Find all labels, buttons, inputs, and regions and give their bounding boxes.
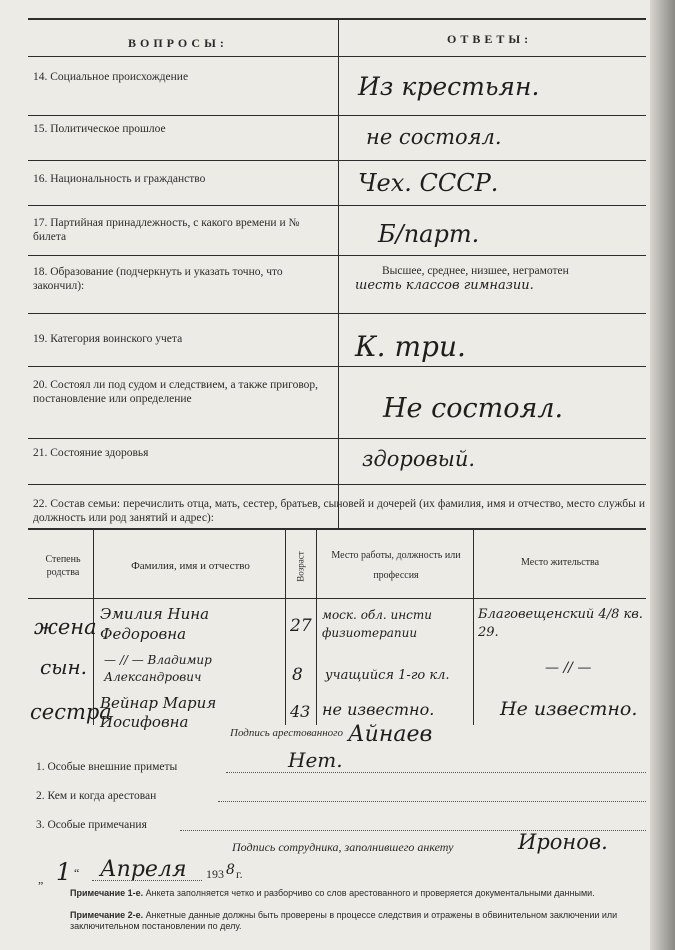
note-2 <box>70 910 650 932</box>
member-1-relation: жена <box>34 615 97 639</box>
member-2-work: учащийся 1-го кл. <box>325 668 450 683</box>
question-20: 20. Состоял ли под судом и следствием, а также приговор, постановление или определение <box>33 379 319 405</box>
row-rule <box>28 115 646 116</box>
col-age: Возраст <box>295 551 306 582</box>
answer-21: здоровый. <box>362 447 476 471</box>
answer-18: шесть классов гимназии. <box>355 278 534 293</box>
education-options: Высшее, среднее, низшее, неграмотен <box>382 265 569 277</box>
question-18: 18. Образование (подчеркнуть и указать точно, что закончил): <box>33 266 283 292</box>
row-rule <box>28 366 646 367</box>
member-3-relation: сестра <box>30 700 112 724</box>
answer-16: Чех. СССР. <box>358 169 499 197</box>
member-3-name: Вейнар Мария Иосифовна <box>100 694 217 731</box>
member-1-address: Благовещенский 4/8 кв. 29. <box>478 607 643 640</box>
answer-15: не состоял. <box>366 125 502 149</box>
question-14: 14. Социальное происхождение <box>33 71 189 83</box>
member-1-work: моск. обл. инсти физиотерапии <box>322 608 432 640</box>
date-quote: „ <box>38 872 44 886</box>
column-divider <box>338 18 339 528</box>
questions-header: ВОПРОСЫ: <box>128 36 228 50</box>
row-rule <box>28 313 646 314</box>
note-1-text: Анкета заполняется четко и разборчиво со слов арестованного и проверяется документальными данными. <box>145 888 595 898</box>
member-2-relation: сын. <box>40 655 88 679</box>
field-2-line <box>218 801 646 802</box>
page-edge-shadow <box>650 0 675 950</box>
date-quote-2: “ <box>74 866 80 880</box>
date-year-print: 193 <box>206 867 224 881</box>
member-1-age: 27 <box>290 616 312 636</box>
question-19: 19. Категория воинского учета <box>33 333 183 345</box>
question-21: 21. Состояние здоровья <box>33 447 149 459</box>
member-1-name: Эмилия Нина Федоровна <box>100 605 210 643</box>
signature-arrested: Айнаев <box>348 722 433 747</box>
row-rule <box>28 484 646 485</box>
col-address: Место жительства <box>520 557 600 568</box>
col-name: Фамилия, имя и отчество <box>131 560 250 572</box>
family-header-rule <box>28 598 646 599</box>
row-rule <box>28 160 646 161</box>
family-title: 22. Состав семьи: перечислить отца, мать, сестер, братьев, сыновей и дочерей (их фамилия, имя и отчество, место службы и должность или род занятий и адрес): <box>33 498 645 524</box>
field-2-label: 2. Кем и когда арестован <box>36 790 157 802</box>
date-day: 1 <box>56 858 72 886</box>
member-3-address: Не известно. <box>500 698 638 720</box>
date-line <box>92 880 202 881</box>
col-rule <box>316 530 317 725</box>
answers-header: ОТВЕТЫ: <box>447 32 533 46</box>
field-1-label: 1. Особые внешние приметы <box>36 761 178 773</box>
member-2-address: — // — <box>545 660 592 676</box>
answer-20: Не состоял. <box>383 393 564 424</box>
col-work: Место работы, должность или профессия <box>331 550 461 581</box>
family-top-rule <box>28 528 646 530</box>
field-1-line <box>226 772 646 773</box>
answer-19: К. три. <box>355 330 466 363</box>
header-rule <box>28 56 646 57</box>
col-relation: Степень родства <box>45 554 81 578</box>
top-rule <box>28 18 646 20</box>
member-3-age: 43 <box>290 702 311 721</box>
question-16: 16. Национальность и гражданство <box>33 173 206 185</box>
question-17: 17. Партийная принадлежность, с какого времени и № билета <box>33 217 300 243</box>
field-3-label: 3. Особые примечания <box>36 819 147 831</box>
note-1 <box>70 888 650 899</box>
field-1-value: Нет. <box>288 748 343 772</box>
signature-arrested-label: Подпись арестованного <box>230 727 343 739</box>
member-3-work: не известно. <box>322 700 435 719</box>
note-1-label: Примечание 1-е. <box>70 888 144 898</box>
answer-17: Б/парт. <box>378 220 480 248</box>
col-rule <box>285 530 286 725</box>
row-rule <box>28 205 646 206</box>
row-rule <box>28 255 646 256</box>
note-2-label: Примечание 2-е. <box>70 910 144 920</box>
member-2-name: — // — Владимир Александрович <box>104 653 212 684</box>
officer-label: Подпись сотрудника, заполнившего анкету <box>232 840 454 854</box>
member-2-age: 8 <box>292 665 303 685</box>
note-2-text: Анкетные данные должны быть проверены в процессе следствия и отражены в обвинительном заключении или заключительном постановлении по делу. <box>70 910 618 931</box>
question-15: 15. Политическое прошлое <box>33 123 166 135</box>
date-suffix: г. <box>236 867 243 881</box>
row-rule <box>28 438 646 439</box>
answer-14: Из крестьян. <box>358 72 540 101</box>
date-year-hand: 8 <box>226 862 235 878</box>
date-month: Апреля <box>100 857 187 882</box>
officer-signature: Иронов. <box>518 830 608 854</box>
